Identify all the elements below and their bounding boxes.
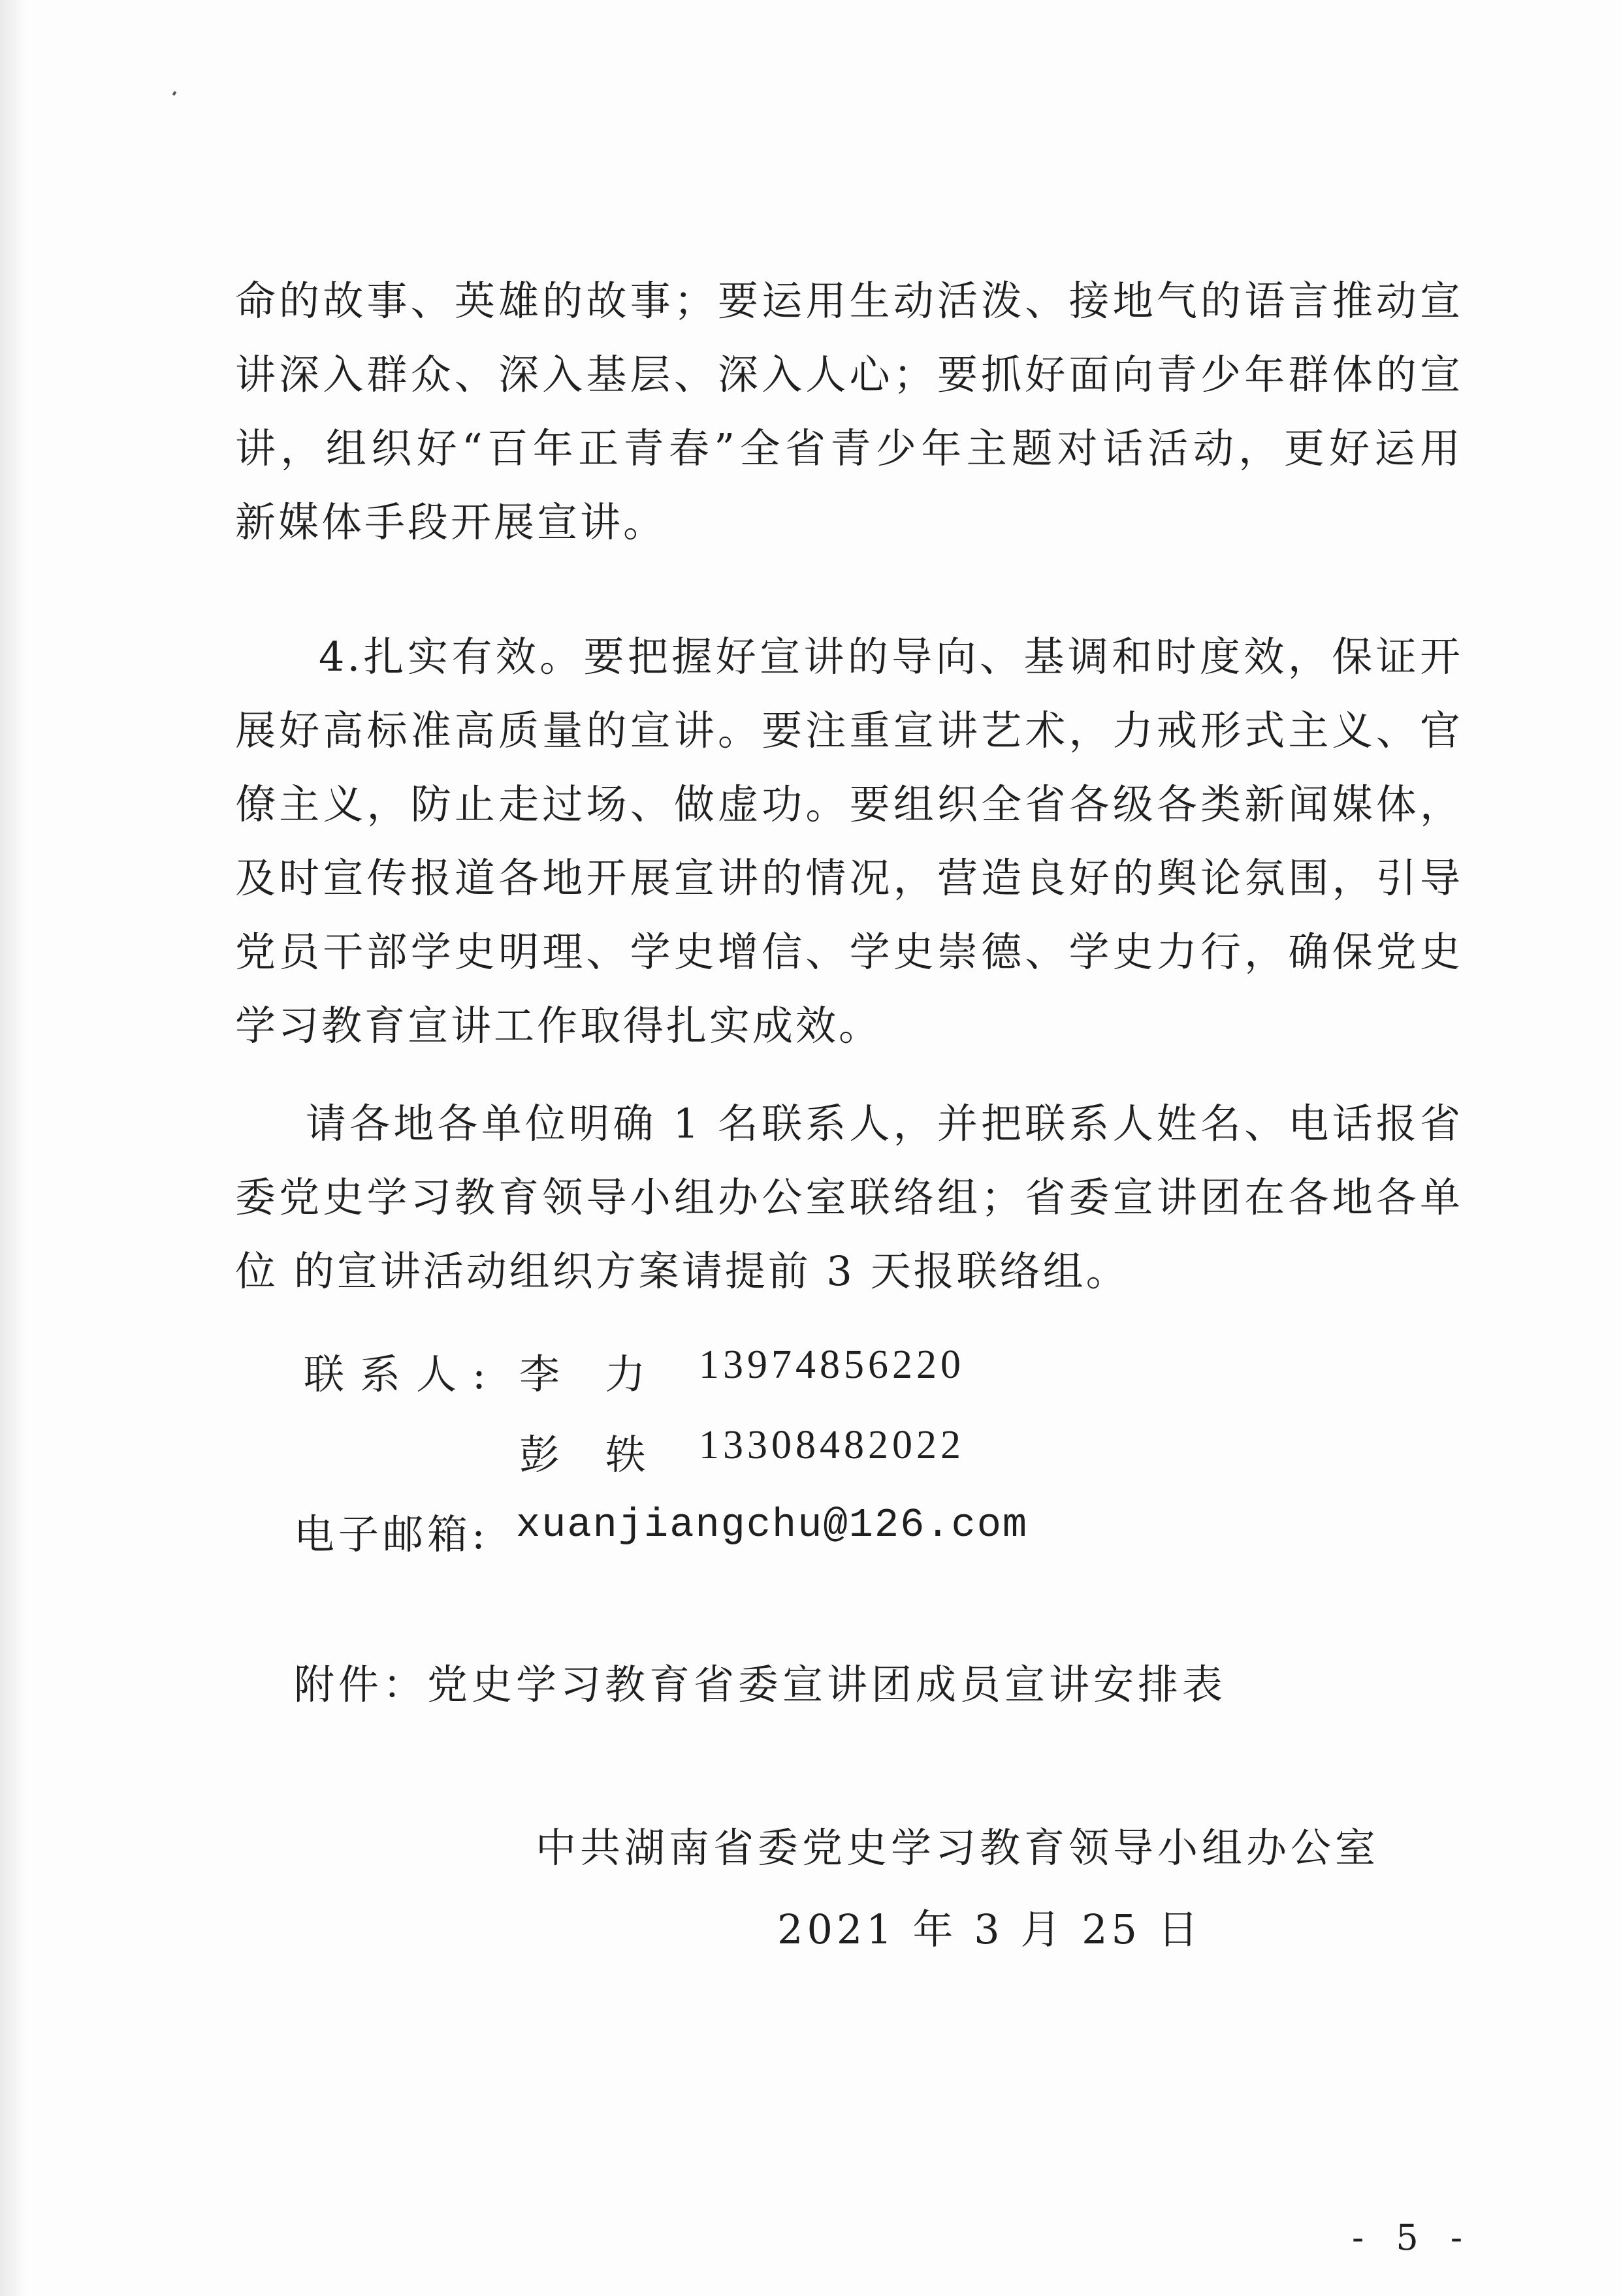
text-line: 新媒体手段开展宣讲。 [235,498,667,546]
text-line: 展好高标准高质量的宣讲。要注重宣讲艺术，力戒形式主义、官 [235,707,1463,754]
text-line: 讲深入群众、深入基层、深入人心；要抓好面向青少年群体的宣 [235,351,1463,398]
text-line: 委党史学习教育领导小组办公室联络组；省委宣讲团在各地各单 [235,1173,1463,1221]
text-line: 4.扎实有效。要把握好宣讲的导向、基调和时度效，保证开 [319,633,1463,680]
attachment-line: 附件：党史学习教育省委宣讲团成员宣讲安排表 [294,1661,1227,1708]
scan-edge-shadow [0,0,26,2296]
scan-speck [172,91,176,95]
email-value: xuanjiangchu@126.com [516,1502,1029,1548]
page-number: - 5 - [1352,2217,1473,2258]
contact-phone: 13308482022 [699,1423,965,1467]
signature-org: 中共湖南省委党史学习教育领导小组办公室 [536,1824,1380,1872]
text-line: 请各地各单位明确 1 名联系人，并把联系人姓名、电话报省 [306,1100,1463,1147]
text-line: 命的故事、英雄的故事；要运用生动活泼、接地气的语言推动宣 [235,277,1463,325]
contact-name: 彭 轶 [519,1431,652,1478]
text-line: 学习教育宣讲工作取得扎实成效。 [235,1002,882,1049]
contact-phone: 13974856220 [699,1343,965,1387]
text-line: 讲，组织好“百年正青春”全省青少年主题对话活动，更好运用 [235,424,1463,472]
text-line: 及时宣传报道各地开展宣讲的情况，营造良好的舆论氛围，引导 [235,854,1463,902]
email-label: 电子邮箱: [294,1510,489,1558]
text-line: 党员干部学史明理、学史增信、学史崇德、学史力行，确保党史 [235,928,1463,976]
contact-name: 李 力 [519,1350,652,1398]
contact-label: 联系人: [304,1350,502,1398]
text-line: 僚主义，防止走过场、做虚功。要组织全省各级各类新闻媒体， [235,780,1463,828]
text-line: 位 的宣讲活动组织方案请提前 3 天报联络组。 [235,1247,1129,1295]
signature-date: 2021 年 3 月 25 日 [777,1905,1202,1953]
